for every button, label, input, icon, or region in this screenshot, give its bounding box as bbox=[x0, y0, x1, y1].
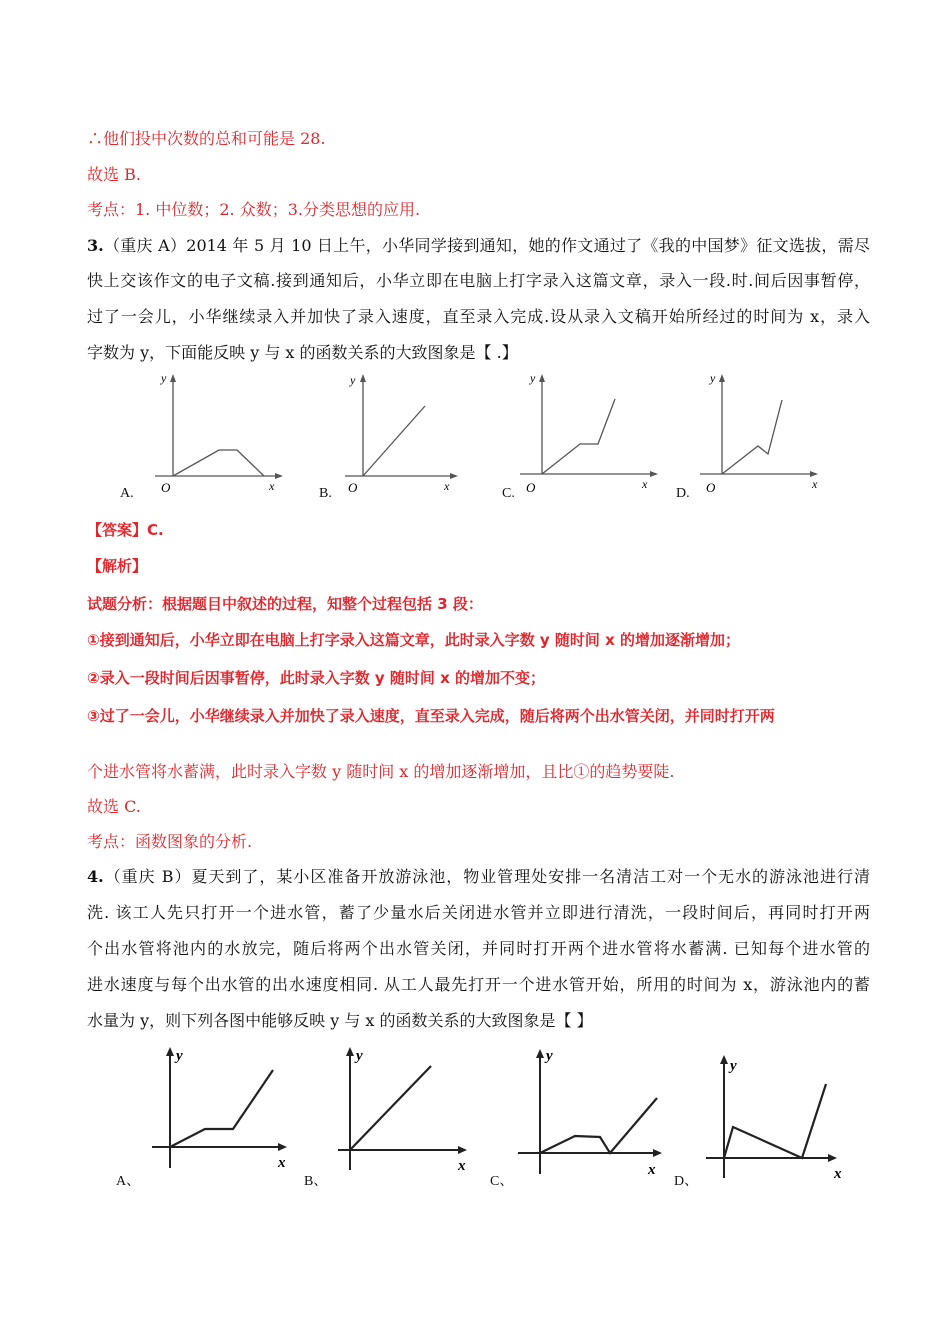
x-axis-arrow-icon bbox=[275, 473, 283, 479]
x-axis-arrow-icon bbox=[458, 1146, 467, 1154]
q3-analysis-2: ①接到通知后，小华立即在电脑上打字录入这篇文章，此时录入字数 y 随时间 x 的增加逐渐增加； bbox=[87, 631, 741, 649]
y-axis-arrow-icon bbox=[720, 1055, 728, 1064]
q3-topics: 考点：函数图象的分析. bbox=[87, 832, 253, 851]
q4-line-3: 个出水管将池内的水放完，随后将两个出水管关闭，并同时打开两个进水管将水蓄满. 已知每个进水管的 bbox=[87, 939, 870, 958]
x-label: x bbox=[444, 479, 450, 493]
q3-option-c: C. bbox=[502, 486, 515, 501]
q4-line-4: 进水速度与每个出水管的出水速度相同. 从工人最先打开一个进水管开始，所用的时间为 x，游泳池内的蓄 bbox=[87, 975, 870, 994]
x-label: x bbox=[642, 477, 648, 491]
q4-option-a: A、 bbox=[116, 1174, 141, 1189]
q4-graph-c bbox=[490, 1040, 680, 1190]
x-label: x bbox=[812, 477, 818, 491]
q4-graph-d bbox=[680, 1040, 870, 1190]
q3-line-1: 3.（重庆 A）2014 年 5 月 10 日上午，小华同学接到通知，她的作文通过了《我的中国梦》征文选拔，需尽 bbox=[87, 236, 870, 255]
x-label: x bbox=[278, 1155, 286, 1171]
graph-line bbox=[540, 1098, 657, 1153]
x-axis-arrow-icon bbox=[650, 471, 658, 477]
q3-analysis-4: ③过了一会儿，小华继续录入并加快了录入速度，直至录入完成，随后将两个出水管关闭，并同时打开两 bbox=[87, 707, 775, 725]
y-axis-arrow-icon bbox=[360, 374, 366, 382]
x-label: x bbox=[458, 1158, 466, 1174]
y-axis-arrow-icon bbox=[346, 1047, 354, 1056]
q3-option-d: D. bbox=[676, 486, 690, 501]
y-label: y bbox=[161, 371, 167, 385]
x-label: x bbox=[269, 479, 275, 493]
q3-analysis-3: ②录入一段时间后因事暂停，此时录入字数 y 随时间 x 的增加不变； bbox=[87, 669, 546, 687]
q3-line-4: 字数为 y，下面能反映 y 与 x 的函数关系的大致图象是【 .】 bbox=[87, 343, 518, 362]
graph-line bbox=[724, 1084, 826, 1158]
graph-line bbox=[170, 1070, 273, 1147]
q4-graph-b bbox=[300, 1040, 490, 1190]
y-label: y bbox=[710, 371, 716, 385]
q3-analysis-1: 试题分析：根据题目中叙述的过程，知整个过程包括 3 段： bbox=[87, 595, 483, 613]
q3-graph-d bbox=[660, 368, 850, 503]
origin-label: O bbox=[526, 480, 536, 495]
q3-graph-a bbox=[115, 368, 295, 503]
y-axis-arrow-icon bbox=[536, 1049, 544, 1058]
q2-choice: 故选 B. bbox=[87, 165, 141, 184]
q3-choice: 故选 C. bbox=[87, 797, 141, 816]
y-axis-arrow-icon bbox=[539, 374, 545, 382]
y-label: y bbox=[176, 1048, 183, 1064]
q4-number: 4. bbox=[87, 867, 104, 886]
q4-option-d: D、 bbox=[674, 1174, 699, 1189]
graph-line bbox=[363, 406, 425, 476]
y-axis-arrow-icon bbox=[719, 374, 725, 382]
y-axis-arrow-icon bbox=[166, 1047, 174, 1056]
q3-line-2: 快上交该作文的电子文稿.接到通知后，小华立即在电脑上打字录入这篇文章，录入一段.时.间后因事暂停， bbox=[87, 271, 870, 290]
q4-option-b: B、 bbox=[304, 1174, 328, 1189]
y-label: y bbox=[356, 1048, 363, 1064]
q4-line-1: 4.（重庆 B）夏天到了，某小区准备开放游泳池，物业管理处安排一名清洁工对一个无水的游泳池进行清 bbox=[87, 867, 870, 886]
y-axis-arrow-icon bbox=[170, 374, 176, 382]
q3-analysis-5: 个进水管将水蓄满，此时录入字数 y 随时间 x 的增加逐渐增加，且比①的趋势要陡. bbox=[87, 762, 675, 781]
q3-number: 3. bbox=[87, 236, 104, 255]
x-axis-arrow-icon bbox=[278, 1143, 287, 1151]
y-label: y bbox=[546, 1048, 553, 1064]
origin-label: O bbox=[706, 480, 716, 495]
q3-option-a: A. bbox=[120, 486, 134, 501]
x-label: x bbox=[834, 1166, 842, 1182]
x-axis-arrow-icon bbox=[653, 1149, 662, 1157]
q4-line-2: 洗. 该工人先只打开一个进水管，蓄了少量水后关闭进水管并立即进行清洗，一段时间后，再同时打开两 bbox=[87, 903, 870, 922]
graph-line bbox=[173, 450, 264, 476]
q2-topics: 考点：1. 中位数；2. 众数；3.分类思想的应用. bbox=[87, 200, 421, 219]
origin-label: O bbox=[161, 480, 171, 495]
graph-line bbox=[542, 399, 615, 474]
q4-option-c: C、 bbox=[490, 1174, 514, 1189]
q3-graph-c bbox=[480, 368, 670, 503]
graph-line bbox=[350, 1066, 431, 1150]
q4-line-5: 水量为 y，则下列各图中能够反映 y 与 x 的函数关系的大致图象是【 】 bbox=[87, 1011, 593, 1030]
origin-label: O bbox=[348, 480, 358, 495]
y-label: y bbox=[350, 373, 356, 387]
graph-line bbox=[722, 400, 782, 474]
q4-graph-a bbox=[110, 1040, 300, 1190]
q3-graph-b bbox=[300, 368, 480, 503]
q2-conclusion: ∴他们投中次数的总和可能是 28. bbox=[87, 129, 326, 148]
x-label: x bbox=[648, 1162, 656, 1178]
x-axis-arrow-icon bbox=[450, 473, 458, 479]
y-label: y bbox=[530, 371, 536, 385]
q3-analysis-label: 【解析】 bbox=[87, 557, 148, 575]
q3-option-b: B. bbox=[319, 486, 332, 501]
x-axis-arrow-icon bbox=[828, 1154, 837, 1162]
q3-line-3: 过了一会儿，小华继续录入并加快了录入速度，直至录入完成.设从录入文稿开始所经过的时间为 x，录入 bbox=[87, 307, 870, 326]
q3-answer: 【答案】C. bbox=[87, 521, 164, 539]
y-label: y bbox=[730, 1058, 737, 1074]
